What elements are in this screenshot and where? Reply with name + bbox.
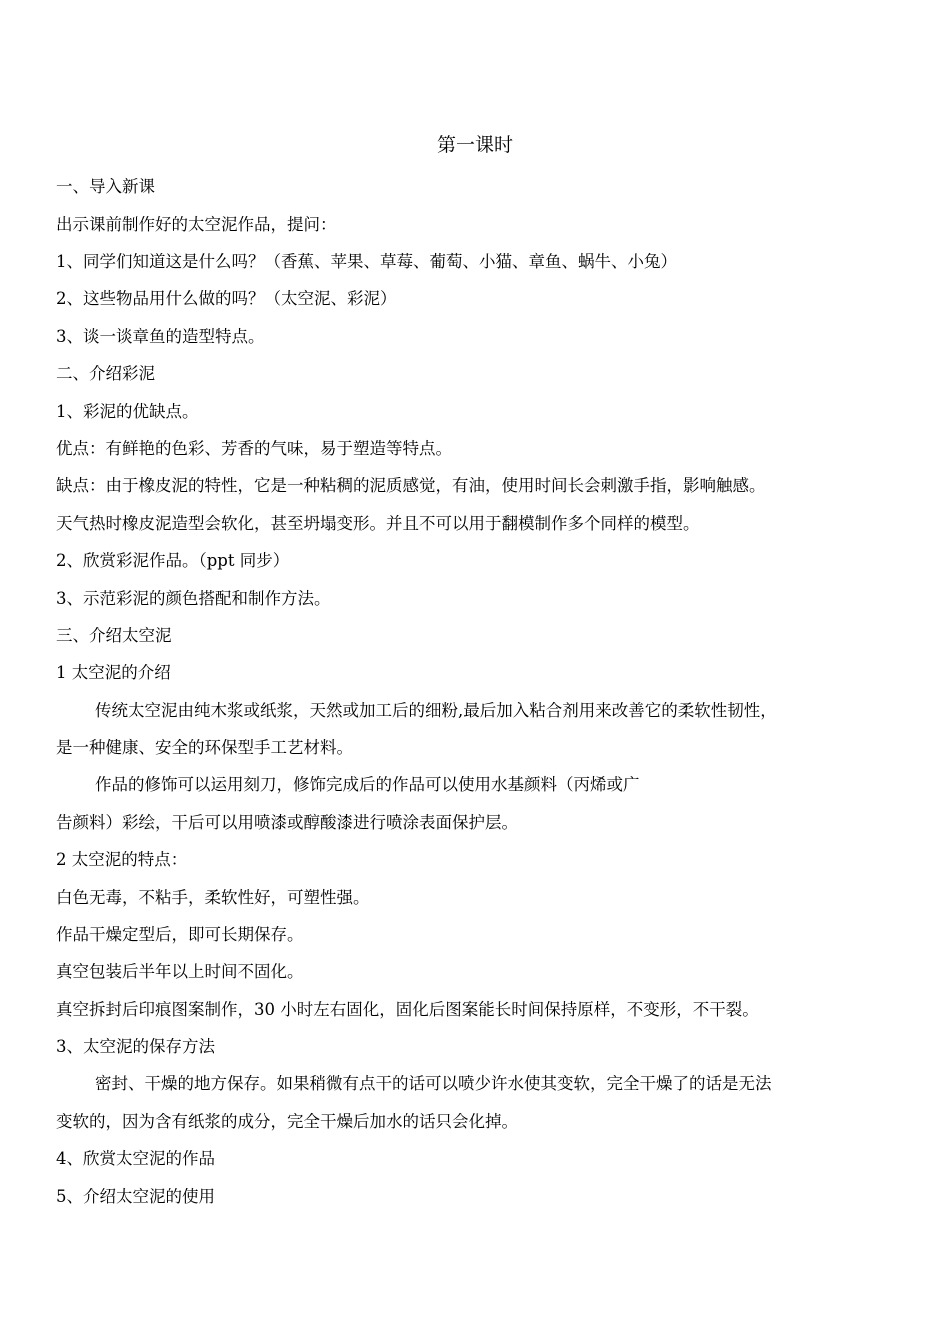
- paragraph-line: 密封、干燥的地方保存。如果稍微有点干的话可以喷少许水使其变软，完全干燥了的话是无法: [95, 1074, 772, 1093]
- paragraph-line: 真空包装后半年以上时间不固化。: [56, 962, 304, 981]
- section-heading-space-clay: 三、介绍太空泥: [56, 626, 172, 645]
- paragraph-line: 告颜料）彩绘，干后可以用喷漆或醇酸漆进行喷涂表面保护层。: [56, 813, 518, 832]
- list-item: 3、谈一谈章鱼的造型特点。: [56, 327, 265, 346]
- page-title: 第一课时: [436, 134, 513, 156]
- paragraph-line: 缺点：由于橡皮泥的特性，它是一种粘稠的泥质感觉，有油，使用时间长会刺激手指，影响触感。: [56, 476, 766, 495]
- paragraph-line: 优点：有鲜艳的色彩、芳香的气味，易于塑造等特点。: [56, 439, 452, 458]
- list-item: 2、欣赏彩泥作品。（ppt 同步）: [56, 551, 290, 570]
- list-item: 4、欣赏太空泥的作品: [56, 1149, 215, 1168]
- section-heading-clay: 二、介绍彩泥: [56, 364, 155, 383]
- paragraph-line: 作品的修饰可以运用刻刀，修饰完成后的作品可以使用水基颜料（丙烯或广: [95, 775, 640, 794]
- subsection-heading: 3、太空泥的保存方法: [56, 1037, 215, 1056]
- subsection-heading: 1 太空泥的介绍: [56, 663, 171, 682]
- paragraph-line: 变软的，因为含有纸浆的成分，完全干燥后加水的话只会化掉。: [56, 1112, 518, 1131]
- section-heading-intro: 一、导入新课: [56, 177, 155, 196]
- paragraph-line: 出示课前制作好的太空泥作品，提问：: [56, 215, 337, 234]
- list-item: 2、这些物品用什么做的吗？（太空泥、彩泥）: [56, 289, 397, 308]
- list-item: 1、彩泥的优缺点。: [56, 402, 199, 421]
- paragraph-line: 真空拆封后印痕图案制作，30 小时左右固化，固化后图案能长时间保持原样，不变形，不干裂。: [56, 1000, 759, 1019]
- paragraph-line: 传统太空泥由纯木浆或纸浆，天然或加工后的细粉,最后加入粘合剂用来改善它的柔软性韧性，: [95, 701, 777, 720]
- paragraph-line: 作品干燥定型后，即可长期保存。: [56, 925, 304, 944]
- subsection-heading: 2 太空泥的特点：: [56, 850, 188, 869]
- list-item: 5、介绍太空泥的使用: [56, 1187, 215, 1206]
- list-item: 3、示范彩泥的颜色搭配和制作方法。: [56, 589, 331, 608]
- paragraph-line: 是一种健康、安全的环保型手工艺材料。: [56, 738, 353, 757]
- paragraph-line: 白色无毒，不粘手，柔软性好，可塑性强。: [56, 888, 370, 907]
- list-item: 1、同学们知道这是什么吗？（香蕉、苹果、草莓、葡萄、小猫、章鱼、蜗牛、小兔）: [56, 252, 677, 271]
- paragraph-line: 天气热时橡皮泥造型会软化，甚至坍塌变形。并且不可以用于翻模制作多个同样的模型。: [56, 514, 700, 533]
